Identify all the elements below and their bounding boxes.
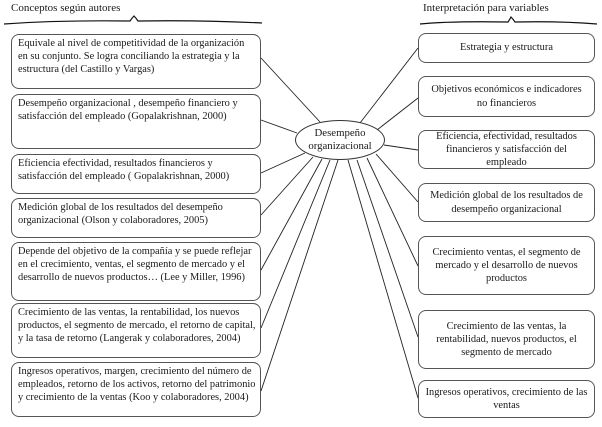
author-concept-text: Ingresos operativos, margen, crecimiento del número de empleados, retorno de los activos, retorno del patrimonio y crecimiento de la ventas (Koo y colaboradores, 2004) — [18, 366, 256, 404]
central-concept-line2: organizacional — [308, 140, 372, 152]
variable-interpretation-box — [418, 380, 595, 418]
author-concept-text: Equivale al nivel de competitividad de la organización en su conjunto. Se logra conciliando la estrategia y la estructura (del Castillo y Vargas) — [18, 38, 245, 76]
variable-interpretation-text: Medición global de los resultados de desempeño organizacional — [430, 190, 583, 215]
author-concept-text: Depende del objetivo de la compañía y se puede reflejar en el crecimiento, ventas, el segmento de mercado y el desarrollo de nuevos productos… (Lee y Miller, 1996) — [18, 246, 252, 284]
variable-interpretation-box — [418, 310, 595, 369]
variable-interpretation-text: Objetivos económicos e indicadores no financieros — [431, 84, 582, 109]
author-concept-box — [11, 303, 261, 358]
variable-interpretation-text: Estrategia y estructura — [460, 42, 553, 54]
right-column-header: Interpretación para variables — [423, 2, 549, 14]
author-concept-box — [11, 34, 261, 89]
variable-interpretation-box — [418, 183, 595, 222]
variable-interpretation-text: Crecimiento ventas, el segmento de mercado y el desarrollo de nuevos productos — [432, 246, 581, 285]
variable-interpretation-box — [418, 76, 595, 117]
author-concept-box — [11, 94, 261, 149]
variable-interpretation-text: Crecimiento de las ventas, la rentabilidad, nuevos productos, el segmento de mercado — [436, 320, 577, 359]
author-concept-box — [11, 198, 261, 238]
variable-interpretation-text: Ingresos operativos, crecimiento de las ventas — [425, 386, 588, 411]
author-concept-box — [11, 154, 261, 194]
author-concept-box — [11, 242, 261, 301]
author-concept-text: Medición global de los resultados del desempeño organizacional (Olson y colaboradores, 2005) — [18, 202, 223, 227]
left-column-header: Conceptos según autores — [11, 2, 121, 14]
central-concept-line1: Desempeño — [314, 127, 366, 139]
variable-interpretation-box — [418, 236, 595, 295]
author-concept-text: Crecimiento de las ventas, la rentabilidad, los nuevos productos, el segmento de mercado, el retorno de capital, y la tasa de retorno (Langerak y colaboradores, 2004) — [18, 307, 256, 345]
variable-interpretation-box — [418, 130, 595, 169]
variable-interpretation-text: Eficiencia, efectividad, resultados financieros y satisfacción del empleado — [436, 130, 577, 169]
author-concept-text: Eficiencia efectividad, resultados financieros y satisfacción del empleado ( Gopalakrishnan, 2000) — [18, 158, 230, 183]
central-concept-node — [295, 120, 385, 160]
variable-interpretation-box — [418, 33, 595, 63]
author-concept-box — [11, 362, 261, 417]
author-concept-text: Desempeño organizacional , desempeño financiero y satisfacción del empleado (Gopalakrishnan, 2000) — [18, 98, 238, 123]
